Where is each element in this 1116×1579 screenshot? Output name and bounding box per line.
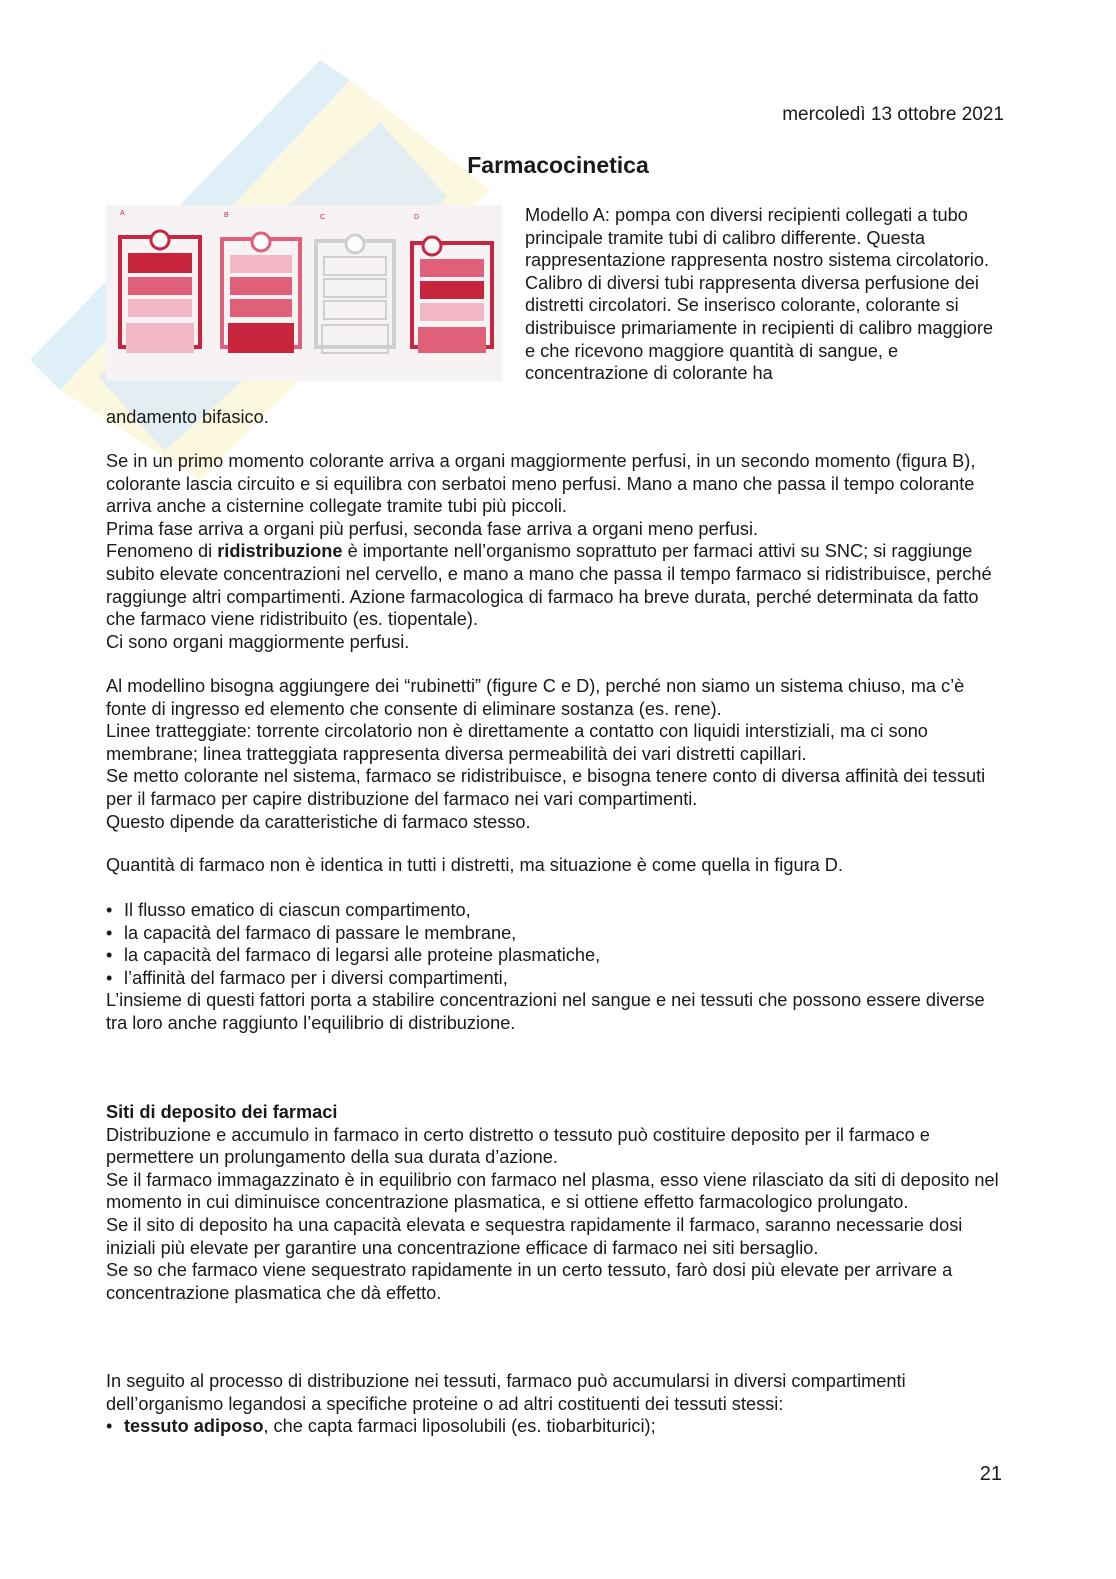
- list-item: • l’affinità del farmaco per i diversi compartimenti,: [106, 967, 1008, 990]
- intro-paragraph-end: andamento bifasico.: [106, 407, 269, 427]
- compartment-model-figure: [106, 205, 502, 381]
- text-line: Se il sito di deposito ha una capacità elevata e sequestra rapidamente il farmaco, saranno necessarie dosi iniziali più elevate per garantire una concentrazione efficace di farmaco nei siti bersaglio.: [106, 1214, 963, 1258]
- document-date: mercoledì 13 ottobre 2021: [782, 104, 1004, 125]
- accumulation-paragraph: [106, 1370, 1008, 1438]
- list-item: • tessuto adiposo, che capta farmaci liposolubili (es. tiobarbiturici);: [106, 1415, 1008, 1438]
- bold-term-tessuto-adiposo: tessuto adiposo: [124, 1416, 264, 1437]
- factors-block: [106, 899, 1008, 1035]
- intro-paragraph: Modello A: pompa con diversi recipienti collegati a tubo principale tramite tubi di calibro differente. Questa rappresentazione rappresenta nostro sistema circolatorio. Calibro di diversi tubi rappresenta diversa perfusione dei distretti circolatori. Se inserisco colorante, colorante si distribuisce primariamente in recipienti di calibro maggiore e che ricevono maggiore quantità di sangue, e concentrazione di colorante ha: [525, 205, 994, 384]
- figure-label-c: C: [320, 214, 326, 221]
- list-item: • Il flusso ematico di ciascun compartimento,: [106, 899, 1008, 922]
- text-line: Fenomeno di ridistribuzione è importante nell’organismo soprattuto per farmaci attivi su SNC; si raggiunge subito elevate concentrazioni nel cervello, e mano a mano che passa il tempo farmaco si ridistribuisce, perché raggiunge altri compartimenti. Azione farmacologica di farmaco ha breve durata, perché determinata da fatto che farmaco viene ridistribuito (es. tiopentale).: [106, 541, 992, 630]
- factors-summary: L’insieme di questi fattori porta a stabilire concentrazioni nel sangue e nei tessuti che possono essere diverse tra loro anche raggiunto l’equilibrio di distribuzione.: [106, 990, 985, 1033]
- list-item: • la capacità del farmaco di passare le membrane,: [106, 922, 1008, 945]
- text-line: Distribuzione e accumulo in farmaco in certo distretto o tessuto può costituire deposito per il farmaco e permettere un prolungamento della sua durata d’azione.: [106, 1124, 930, 1168]
- figure-label-b: B: [224, 212, 229, 219]
- bold-term-ridistribuzione: ridistribuzione: [217, 541, 343, 562]
- section-heading: Siti di deposito dei farmaci: [106, 1102, 338, 1122]
- text-line: Ci sono organi maggiormente perfusi.: [106, 631, 410, 652]
- text-line: Linee tratteggiate: torrente circolatorio non è direttamente a contatto con liquidi interstiziali, ma ci sono membrane; linea tratteggiata rappresenta diversa permeabilità dei vari distretti capillari.: [106, 721, 928, 764]
- text-line: Se so che farmaco viene sequestrato rapidamente in un certo tessuto, farò dosi più elevate per arrivare a concentrazione plasmatica che dà effetto.: [106, 1260, 953, 1303]
- text-line: Questo dipende da caratteristiche di farmaco stesso.: [106, 811, 531, 832]
- redistribution-paragraph: [106, 450, 1008, 653]
- taps-paragraph: [106, 675, 1008, 833]
- figure-label-a: A: [120, 210, 125, 217]
- text-line: Se metto colorante nel sistema, farmaco se ridistribuisce, e bisogna tenere conto di diversa affinità dei tessuti per il farmaco per capire distribuzione del farmaco nei vari compartimenti.: [106, 766, 986, 809]
- page-number: 21: [979, 1463, 1002, 1485]
- text-line: Al modellino bisogna aggiungere dei “rubinetti” (figure C e D), perché non siamo un sistema chiuso, ma c’è fonte di ingresso ed elemento che consente di eliminare sostanza (es. rene).: [106, 676, 965, 719]
- factors-list: [106, 899, 1008, 989]
- page-title: Farmacocinetica: [467, 152, 649, 178]
- storage-sites-section: [106, 1101, 1008, 1304]
- deposit-list: [106, 1415, 1008, 1438]
- text-line: In seguito al processo di distribuzione nei tessuti, farmaco può accumularsi in diversi compartimenti dell’organismo legandosi a specifiche proteine o ad altri costituenti dei tessuti stessi:: [106, 1371, 906, 1414]
- text-line: Se il farmaco immagazzinato è in equilibrio con farmaco nel plasma, esso viene rilasciato da siti di deposito nel momento in cui diminuisce concentrazione plasmatica, e si ottiene effetto farmacologico prolungato.: [106, 1169, 999, 1213]
- figure-d-paragraph: Quantità di farmaco non è identica in tutti i distretti, ma situazione è come quella in figura D.: [106, 855, 843, 875]
- text-line: Prima fase arriva a organi più perfusi, seconda fase arriva a organi meno perfusi.: [106, 518, 759, 539]
- figure-label-d: D: [414, 214, 420, 221]
- list-item: • la capacità del farmaco di legarsi alle proteine plasmatiche,: [106, 944, 1008, 967]
- text-line: Se in un primo momento colorante arriva a organi maggiormente perfusi, in un secondo momento (figura B), colorante lascia circuito e si equilibra con serbatoi meno perfusi. Mano a mano che passa il tempo colorante arriva anche a cisternine collegate tramite tubi più piccoli.: [106, 451, 976, 517]
